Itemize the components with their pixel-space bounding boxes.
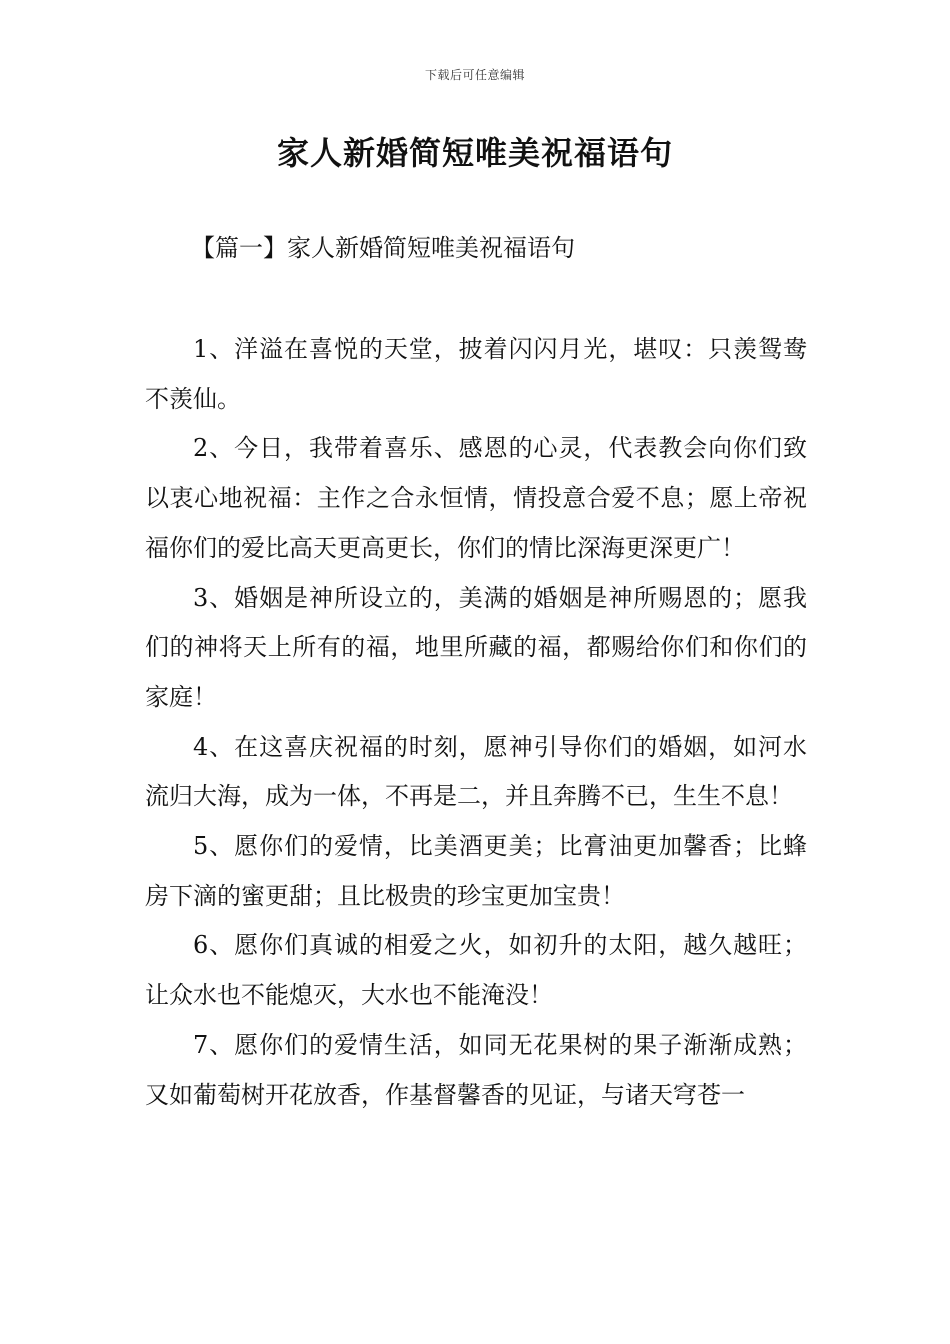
document-title: 家人新婚简短唯美祝福语句 xyxy=(276,134,673,172)
paragraph-2: 2、今日，我带着喜乐、感恩的心灵，代表教会向你们致以衷心地祝福：主作之合永恒情，情投意合爱不息；愿上帝祝福你们的爱比高天更高更长，你们的情比深海更深更广！ xyxy=(145,434,807,562)
body-text xyxy=(145,325,807,1120)
paragraph-7: 7、愿你们的爱情生活，如同无花果树的果子渐渐成熟；又如葡萄树开花放香，作基督馨香的见证，与诸天穹苍一 xyxy=(145,1030,807,1109)
paragraph-5: 5、愿你们的爱情，比美酒更美；比膏油更加馨香；比蜂房下滴的蜜更甜；且比极贵的珍宝更加宝贵！ xyxy=(145,832,807,910)
paragraph-3: 3、婚姻是神所设立的，美满的婚姻是神所赐恩的；愿我们的神将天上所有的福，地里所藏的福，都赐给你们和你们的家庭！ xyxy=(145,583,807,711)
paragraph-6: 6、愿你们真诚的相爱之火，如初升的太阳，越久越旺；让众水也不能熄灭，大水也不能淹没！ xyxy=(145,931,807,1010)
paragraph-1: 1、洋溢在喜悦的天堂，披着闪闪月光，堪叹：只羡鸳鸯不羡仙。 xyxy=(145,335,807,413)
header-note: 下载后可任意编辑 xyxy=(424,68,525,82)
section-heading: 【篇一】家人新婚简短唯美祝福语句 xyxy=(191,234,575,262)
paragraph-4: 4、在这喜庆祝福的时刻，愿神引导你们的婚姻，如河水流归大海，成为一体，不再是二，并且奔腾不已，生生不息！ xyxy=(145,732,807,811)
